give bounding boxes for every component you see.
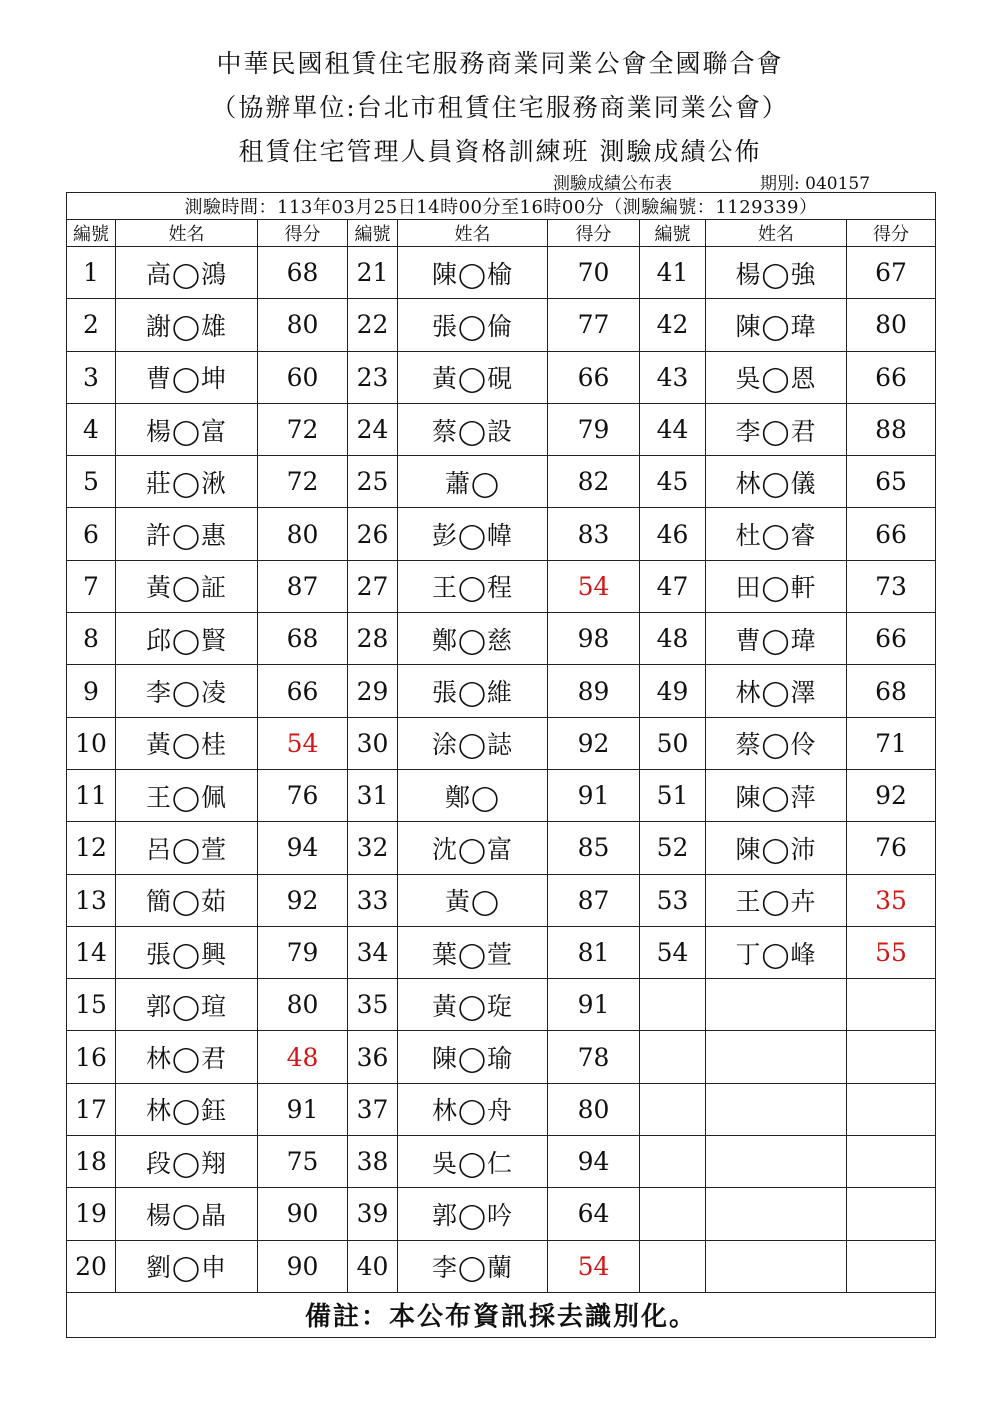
student-name: 陳◯瑜 [398, 1031, 548, 1083]
student-score: 89 [548, 665, 640, 717]
student-name: 王◯卉 [706, 874, 847, 926]
student-name: 蔡◯設 [398, 403, 548, 455]
student-name: 黃◯琁 [398, 979, 548, 1031]
student-number: 34 [348, 926, 398, 978]
student-number: 3 [67, 351, 116, 403]
student-number: 4 [67, 403, 116, 455]
student-number: 53 [640, 874, 706, 926]
student-name: 曹◯坤 [116, 351, 258, 403]
student-score: 35 [847, 874, 936, 926]
student-score: 92 [548, 717, 640, 769]
student-score: 80 [847, 299, 936, 351]
student-number: 20 [67, 1240, 116, 1292]
table-row [67, 299, 936, 351]
student-score: 90 [258, 1188, 348, 1240]
empty-cell [847, 979, 936, 1031]
student-name: 李◯君 [706, 403, 847, 455]
column-header-name: 姓名 [706, 220, 847, 247]
table-row [67, 247, 936, 299]
student-name: 丁◯峰 [706, 926, 847, 978]
student-number: 46 [640, 508, 706, 560]
student-name: 謝◯雄 [116, 299, 258, 351]
student-number: 5 [67, 456, 116, 508]
table-row [67, 1188, 936, 1240]
table-row [67, 613, 936, 665]
student-score: 48 [258, 1031, 348, 1083]
column-header-no: 編號 [67, 220, 116, 247]
column-header-name: 姓名 [398, 220, 548, 247]
student-score: 66 [847, 508, 936, 560]
student-score: 79 [258, 926, 348, 978]
student-name: 張◯倫 [398, 299, 548, 351]
student-number: 31 [348, 769, 398, 821]
table-row [67, 769, 936, 821]
student-name: 段◯翔 [116, 1136, 258, 1188]
table-row [67, 1031, 936, 1083]
table-row [67, 560, 936, 612]
student-score: 76 [847, 822, 936, 874]
student-score: 68 [258, 613, 348, 665]
table-row [67, 926, 936, 978]
student-number: 7 [67, 560, 116, 612]
empty-cell [640, 1240, 706, 1292]
student-number: 26 [348, 508, 398, 560]
student-score: 98 [548, 613, 640, 665]
student-number: 41 [640, 247, 706, 299]
column-header-name: 姓名 [116, 220, 258, 247]
student-score: 71 [847, 717, 936, 769]
period-label: 期別: 040157 [760, 174, 871, 194]
student-name: 林◯澤 [706, 665, 847, 717]
column-header-score: 得分 [548, 220, 640, 247]
student-name: 蕭◯ [398, 456, 548, 508]
student-number: 33 [348, 874, 398, 926]
student-number: 35 [348, 979, 398, 1031]
column-header-no: 編號 [348, 220, 398, 247]
student-name: 彭◯幃 [398, 508, 548, 560]
empty-cell [847, 1031, 936, 1083]
student-name: 楊◯富 [116, 403, 258, 455]
table-row [67, 665, 936, 717]
co-organizer-line: （協辦單位:台北市租賃住宅服務商業同業公會） [211, 93, 789, 122]
document-subtitle: 租賃住宅管理人員資格訓練班 測驗成績公佈 [238, 137, 762, 166]
empty-cell [640, 1083, 706, 1135]
student-number: 50 [640, 717, 706, 769]
student-number: 28 [348, 613, 398, 665]
student-score: 94 [258, 822, 348, 874]
student-number: 18 [67, 1136, 116, 1188]
remark-note: 備註：本公布資訊採去識別化。 [67, 1292, 936, 1337]
student-score: 91 [548, 979, 640, 1031]
student-score: 73 [847, 560, 936, 612]
table-row [67, 403, 936, 455]
table-row [67, 717, 936, 769]
student-name: 楊◯晶 [116, 1188, 258, 1240]
student-name: 陳◯沛 [706, 822, 847, 874]
student-name: 黃◯ [398, 874, 548, 926]
student-score: 82 [548, 456, 640, 508]
score-table [66, 192, 936, 1338]
student-number: 9 [67, 665, 116, 717]
student-score: 65 [847, 456, 936, 508]
table-row [67, 1240, 936, 1292]
student-score: 66 [548, 351, 640, 403]
student-name: 李◯凌 [116, 665, 258, 717]
student-score: 60 [258, 351, 348, 403]
document-title: 中華民國租賃住宅服務商業同業公會全國聯合會 [216, 49, 784, 78]
student-score: 91 [548, 769, 640, 821]
student-number: 37 [348, 1083, 398, 1135]
student-score: 81 [548, 926, 640, 978]
student-score: 80 [258, 299, 348, 351]
student-name: 黃◯桂 [116, 717, 258, 769]
student-number: 36 [348, 1031, 398, 1083]
student-name: 邱◯賢 [116, 613, 258, 665]
student-number: 54 [640, 926, 706, 978]
student-name: 涂◯誌 [398, 717, 548, 769]
student-number: 32 [348, 822, 398, 874]
student-number: 40 [348, 1240, 398, 1292]
empty-cell [640, 979, 706, 1031]
student-name: 郭◯瑄 [116, 979, 258, 1031]
student-number: 10 [67, 717, 116, 769]
student-name: 郭◯吟 [398, 1188, 548, 1240]
empty-cell [706, 1083, 847, 1135]
student-number: 19 [67, 1188, 116, 1240]
empty-cell [847, 1083, 936, 1135]
student-score: 76 [258, 769, 348, 821]
student-score: 70 [548, 247, 640, 299]
student-number: 48 [640, 613, 706, 665]
exam-info: 測驗時間：113年03月25日14時00分至16時00分（測驗編號：1129339） [67, 193, 936, 220]
student-number: 16 [67, 1031, 116, 1083]
student-score: 88 [847, 403, 936, 455]
empty-cell [706, 1240, 847, 1292]
student-number: 13 [67, 874, 116, 926]
student-number: 39 [348, 1188, 398, 1240]
student-name: 黃◯証 [116, 560, 258, 612]
student-number: 8 [67, 613, 116, 665]
student-number: 15 [67, 979, 116, 1031]
student-name: 蔡◯伶 [706, 717, 847, 769]
student-number: 11 [67, 769, 116, 821]
empty-cell [706, 1031, 847, 1083]
student-number: 12 [67, 822, 116, 874]
student-name: 林◯儀 [706, 456, 847, 508]
column-header-score: 得分 [258, 220, 348, 247]
student-number: 1 [67, 247, 116, 299]
student-score: 55 [847, 926, 936, 978]
student-number: 21 [348, 247, 398, 299]
student-score: 79 [548, 403, 640, 455]
student-number: 43 [640, 351, 706, 403]
student-name: 黃◯硯 [398, 351, 548, 403]
student-score: 68 [847, 665, 936, 717]
student-name: 呂◯萱 [116, 822, 258, 874]
student-name: 劉◯申 [116, 1240, 258, 1292]
student-score: 80 [548, 1083, 640, 1135]
student-score: 91 [258, 1083, 348, 1135]
empty-cell [847, 1188, 936, 1240]
student-score: 87 [548, 874, 640, 926]
student-name: 陳◯萍 [706, 769, 847, 821]
empty-cell [706, 979, 847, 1031]
student-score: 80 [258, 508, 348, 560]
student-number: 42 [640, 299, 706, 351]
student-name: 吳◯仁 [398, 1136, 548, 1188]
table-row [67, 508, 936, 560]
student-score: 80 [258, 979, 348, 1031]
student-number: 44 [640, 403, 706, 455]
student-name: 林◯鈺 [116, 1083, 258, 1135]
student-name: 吳◯恩 [706, 351, 847, 403]
student-score: 66 [847, 351, 936, 403]
student-score: 87 [258, 560, 348, 612]
student-number: 51 [640, 769, 706, 821]
empty-cell [847, 1136, 936, 1188]
student-name: 杜◯睿 [706, 508, 847, 560]
student-name: 簡◯茹 [116, 874, 258, 926]
student-score: 75 [258, 1136, 348, 1188]
student-number: 47 [640, 560, 706, 612]
empty-cell [847, 1240, 936, 1292]
table-label: 測驗成績公布表 [553, 174, 672, 194]
empty-cell [706, 1136, 847, 1188]
student-number: 52 [640, 822, 706, 874]
student-name: 張◯維 [398, 665, 548, 717]
table-row [67, 874, 936, 926]
student-name: 陳◯瑋 [706, 299, 847, 351]
student-name: 林◯舟 [398, 1083, 548, 1135]
student-number: 24 [348, 403, 398, 455]
student-number: 17 [67, 1083, 116, 1135]
student-score: 68 [258, 247, 348, 299]
student-name: 李◯蘭 [398, 1240, 548, 1292]
student-number: 22 [348, 299, 398, 351]
student-score: 92 [847, 769, 936, 821]
student-score: 66 [258, 665, 348, 717]
student-name: 許◯惠 [116, 508, 258, 560]
student-score: 54 [258, 717, 348, 769]
student-name: 張◯興 [116, 926, 258, 978]
empty-cell [640, 1136, 706, 1188]
student-score: 94 [548, 1136, 640, 1188]
student-score: 67 [847, 247, 936, 299]
column-header-score: 得分 [847, 220, 936, 247]
student-name: 王◯程 [398, 560, 548, 612]
student-score: 77 [548, 299, 640, 351]
student-number: 25 [348, 456, 398, 508]
table-row [67, 979, 936, 1031]
student-name: 葉◯萱 [398, 926, 548, 978]
student-number: 6 [67, 508, 116, 560]
student-name: 莊◯湫 [116, 456, 258, 508]
student-name: 高◯鴻 [116, 247, 258, 299]
student-name: 鄭◯慈 [398, 613, 548, 665]
student-name: 田◯軒 [706, 560, 847, 612]
column-header-no: 編號 [640, 220, 706, 247]
empty-cell [706, 1188, 847, 1240]
student-number: 29 [348, 665, 398, 717]
student-name: 林◯君 [116, 1031, 258, 1083]
student-score: 72 [258, 456, 348, 508]
student-score: 72 [258, 403, 348, 455]
table-row [67, 1136, 936, 1188]
empty-cell [640, 1188, 706, 1240]
student-score: 92 [258, 874, 348, 926]
student-name: 曹◯瑋 [706, 613, 847, 665]
table-row [67, 1083, 936, 1135]
student-number: 23 [348, 351, 398, 403]
student-number: 14 [67, 926, 116, 978]
student-number: 49 [640, 665, 706, 717]
student-score: 66 [847, 613, 936, 665]
student-number: 38 [348, 1136, 398, 1188]
student-score: 54 [548, 1240, 640, 1292]
table-row [67, 351, 936, 403]
student-name: 王◯佩 [116, 769, 258, 821]
student-score: 83 [548, 508, 640, 560]
student-number: 2 [67, 299, 116, 351]
student-name: 陳◯榆 [398, 247, 548, 299]
table-row [67, 822, 936, 874]
student-name: 沈◯富 [398, 822, 548, 874]
student-score: 54 [548, 560, 640, 612]
student-score: 78 [548, 1031, 640, 1083]
student-score: 85 [548, 822, 640, 874]
table-row [67, 456, 936, 508]
student-number: 27 [348, 560, 398, 612]
empty-cell [640, 1031, 706, 1083]
student-name: 楊◯強 [706, 247, 847, 299]
student-score: 64 [548, 1188, 640, 1240]
student-number: 45 [640, 456, 706, 508]
student-score: 90 [258, 1240, 348, 1292]
student-name: 鄭◯ [398, 769, 548, 821]
student-number: 30 [348, 717, 398, 769]
